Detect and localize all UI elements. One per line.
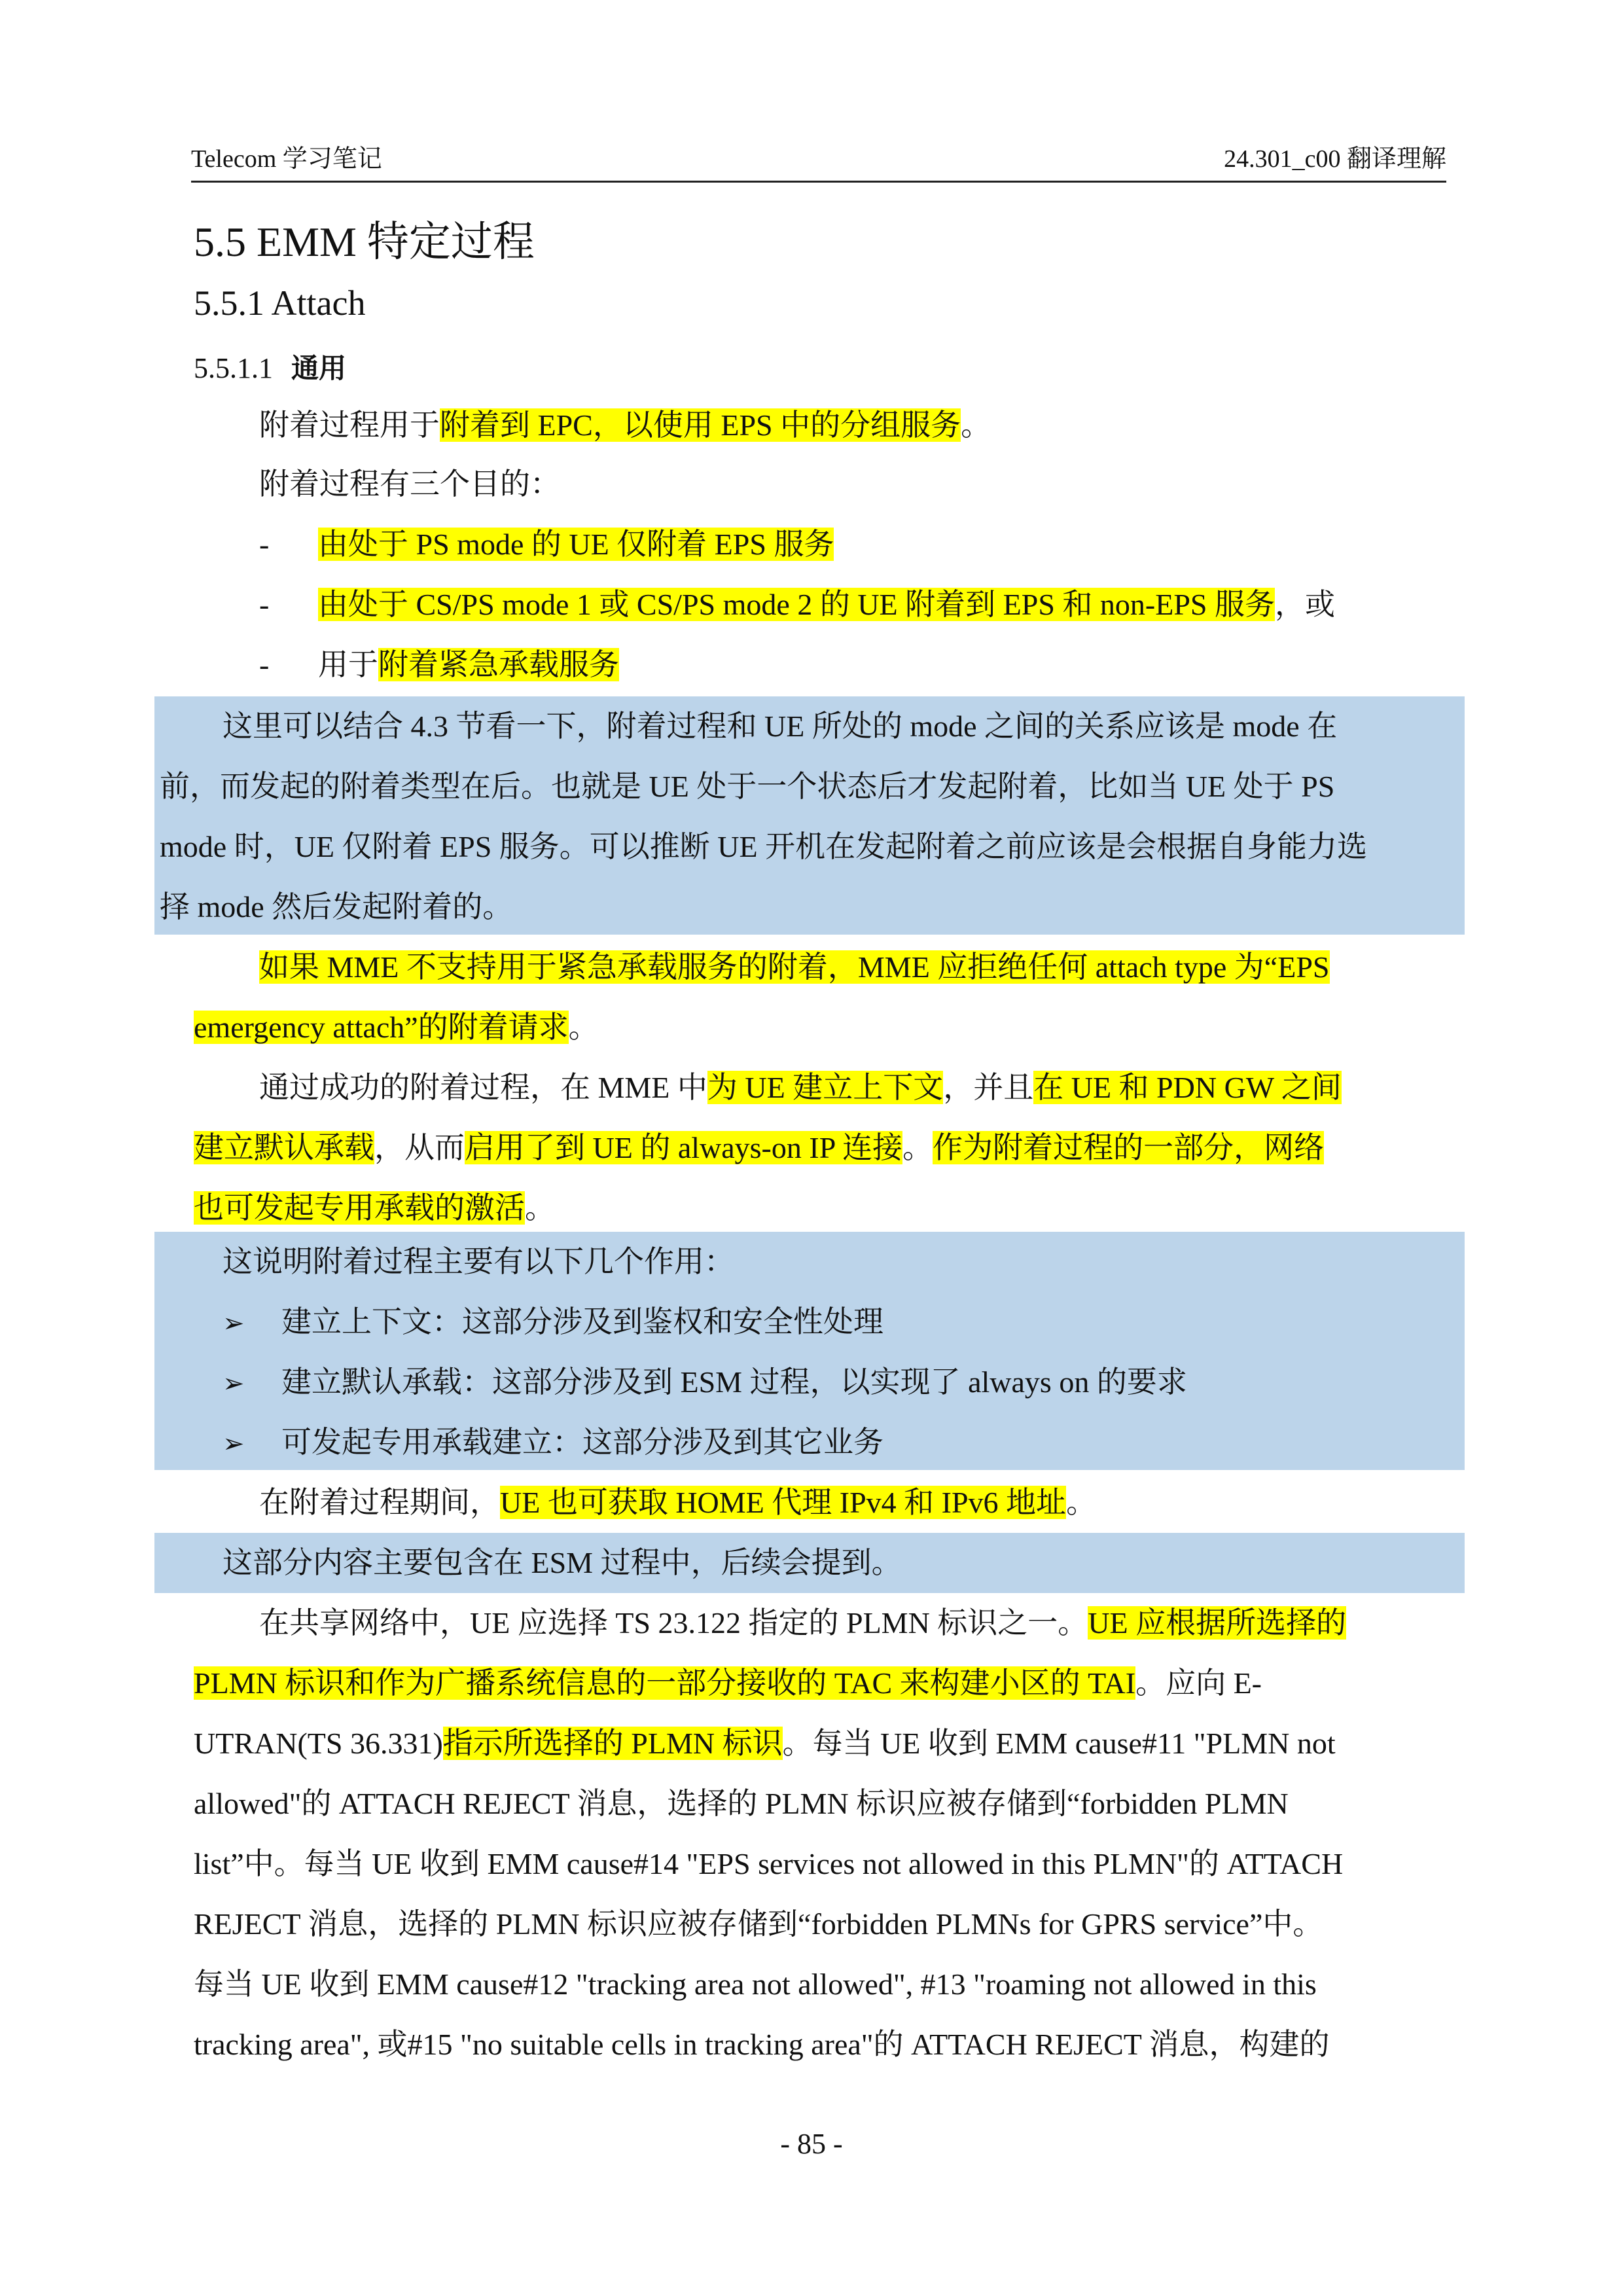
highlighted-text: 在 UE 和 PDN GW 之间 — [1033, 1071, 1342, 1104]
highlighted-text: 为 UE 建立上下文 — [707, 1071, 944, 1104]
paragraph-6-cont: 每当 UE 收到 EMM cause#12 "tracking area not allowed", #13 "roaming not allowed in this — [194, 1967, 1317, 2001]
paragraph-6-cont: list”中。每当 UE 收到 EMM cause#14 "EPS services not allowed in this PLMN"的 ATTACH — [194, 1847, 1344, 1880]
highlighted-text: 建立默认承载 — [194, 1131, 374, 1164]
text: 。 — [568, 1011, 599, 1044]
text: 。每当 UE 收到 EMM cause#11 "PLMN not — [782, 1727, 1336, 1760]
header-left: Telecom 学习笔记 — [191, 145, 382, 173]
text: 可发起专用承载建立：这部分涉及到其它业务 — [281, 1426, 883, 1459]
highlighted-text: 也可发起专用承载的激活 — [194, 1191, 525, 1225]
text: 附着过程用于 — [259, 408, 440, 442]
section-heading-5-5-1: 5.5.1 Attach — [194, 283, 366, 323]
text: 在附着过程期间， — [259, 1486, 500, 1519]
section-heading-5-5-1-1 — [194, 347, 346, 386]
highlighted-text: PLMN 标识和作为广播系统信息的一部分接收的 TAC 来构建小区的 TAI — [194, 1666, 1136, 1700]
highlighted-text: UE 也可获取 HOME 代理 IPv4 和 IPv6 地址 — [500, 1486, 1067, 1519]
note-bullet-item — [223, 1302, 883, 1343]
highlighted-text: 由处于 CS/PS mode 1 或 CS/PS mode 2 的 UE 附着到 EPS 和 non-EPS 服务 — [318, 588, 1275, 621]
paragraph-6-cont — [194, 1664, 1262, 1703]
highlighted-text: 指示所选择的 PLMN 标识 — [442, 1727, 783, 1760]
section-heading-5-5: 5.5 EMM 特定过程 — [194, 219, 535, 265]
dash-bullet: - — [259, 588, 270, 621]
text: ，或 — [1274, 588, 1335, 621]
paragraph-6-cont — [194, 1724, 1336, 1763]
highlighted-text: 启用了到 UE 的 always-on IP 连接 — [465, 1131, 903, 1164]
text: 建立上下文：这部分涉及到鉴权和安全性处理 — [281, 1305, 883, 1338]
paragraph-6-cont: REJECT 消息，选择的 PLMN 标识应被存储到“forbidden PLMNs for GPRS service”中。 — [194, 1907, 1323, 1941]
note-line: mode 时，UE 仅附着 EPS 服务。可以推断 UE 开机在发起附着之前应该是会根据自身能力选 — [160, 830, 1368, 863]
page-header — [191, 131, 1446, 183]
text: ，并且 — [943, 1071, 1034, 1104]
heading-number: 5.5.1.1 — [194, 352, 273, 384]
paragraph-6-cont: allowed"的 ATTACH REJECT 消息，选择的 PLMN 标识应被存储到“forbidden PLMN — [194, 1787, 1289, 1820]
paragraph-4-cont — [194, 1128, 1324, 1168]
text: 。 — [961, 408, 991, 442]
header-right: 24.301_c00 翻译理解 — [1224, 145, 1446, 173]
text: 建立默认承载：这部分涉及到 ESM 过程，以实现了 always on 的要求 — [281, 1365, 1187, 1399]
note-line: 这部分内容主要包含在 ESM 过程中，后续会提到。 — [223, 1546, 902, 1579]
list-item — [259, 645, 619, 685]
heading-text: 通用 — [291, 352, 347, 384]
highlighted-text: UE 应根据所选择的 — [1088, 1606, 1347, 1640]
paragraph-4-cont — [194, 1189, 555, 1228]
paragraph-4 — [259, 1068, 1342, 1107]
text: 用于 — [318, 648, 378, 681]
arrow-bullet-icon: ➢ — [223, 1369, 245, 1399]
list-item — [259, 525, 834, 564]
highlighted-text: 由处于 PS mode 的 UE 仅附着 EPS 服务 — [318, 528, 834, 561]
paragraph-6-cont: tracking area", 或#15 "no suitable cells in tracking area"的 ATTACH REJECT 消息，构建的 — [194, 2028, 1330, 2061]
text: 。 — [1066, 1486, 1097, 1519]
text: UTRAN(TS 36.331) — [194, 1727, 443, 1760]
note-line: 这说明附着过程主要有以下几个作用： — [223, 1245, 734, 1278]
text: 。 — [525, 1191, 555, 1225]
note-bullet-item — [223, 1423, 883, 1463]
highlighted-text: emergency attach”的附着请求 — [194, 1011, 569, 1044]
note-line: 这里可以结合 4.3 节看一下，附着过程和 UE 所处的 mode 之间的关系应该是 mode 在 — [223, 709, 1338, 743]
dash-bullet: - — [259, 648, 270, 681]
arrow-bullet-icon: ➢ — [223, 1308, 245, 1338]
text: 。 — [902, 1131, 933, 1164]
dash-bullet: - — [259, 528, 270, 561]
note-line: 择 mode 然后发起附着的。 — [160, 890, 513, 924]
paragraph-6 — [259, 1604, 1346, 1643]
highlighted-text: 如果 MME 不支持用于紧急承载服务的附着，MME 应拒绝任何 attach type 为“EPS — [259, 950, 1330, 984]
paragraph-1 — [259, 406, 991, 445]
text: 通过成功的附着过程，在 MME 中 — [259, 1071, 707, 1104]
highlighted-text: 附着紧急承载服务 — [378, 648, 619, 681]
text: 。应向 E- — [1135, 1666, 1262, 1700]
text: 在共享网络中，UE 应选择 TS 23.122 指定的 PLMN 标识之一。 — [259, 1606, 1088, 1640]
paragraph-2: 附着过程有三个目的： — [259, 467, 560, 501]
paragraph-3-cont — [194, 1008, 599, 1047]
arrow-bullet-icon: ➢ — [223, 1429, 245, 1459]
list-item — [259, 585, 1335, 624]
paragraph-3 — [259, 948, 1330, 987]
text: ，从而 — [374, 1131, 465, 1164]
page-number: - 85 - — [780, 2128, 843, 2160]
note-line: 前，而发起的附着类型在后。也就是 UE 处于一个状态后才发起附着，比如当 UE 处于 PS — [160, 770, 1335, 803]
highlighted-text: 作为附着过程的一部分，网络 — [933, 1131, 1325, 1164]
highlighted-text: 附着到 EPC，以使用 EPS 中的分组服务 — [440, 408, 961, 442]
note-bullet-item — [223, 1363, 1187, 1403]
paragraph-5 — [259, 1483, 1096, 1522]
